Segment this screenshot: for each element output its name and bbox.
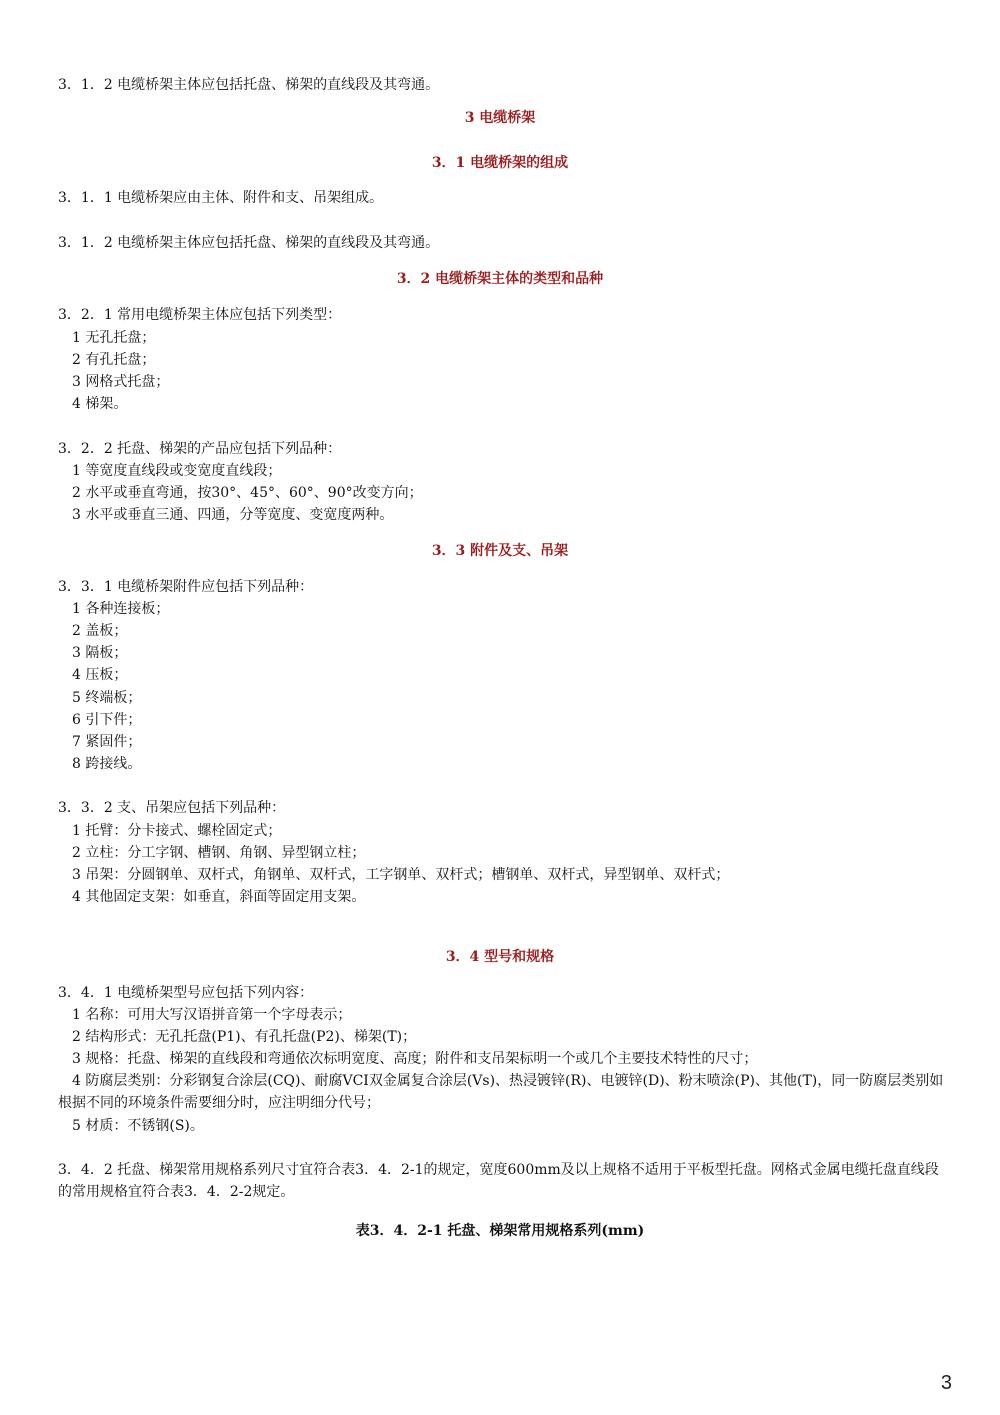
list-item: 1 无孔托盘； <box>72 330 156 346</box>
list-item: 1 名称：可用大写汉语拼音第一个字母表示； <box>72 1007 352 1023</box>
clause-3-4-1: 3．4．1 电缆桥架型号应包括下列内容： <box>58 985 314 1001</box>
list-item: 5 终端板； <box>72 690 142 706</box>
list-item: 6 引下件； <box>72 712 142 728</box>
section-title-3-4: 3．4 型号和规格 <box>445 949 555 965</box>
list-item: 7 紧固件； <box>72 734 142 750</box>
list-item: 3 规格：托盘、梯架的直线段和弯通依次标明宽度、高度；附件和支吊架标明一个或几个主要技术特性的尺寸； <box>72 1051 758 1067</box>
clause-3-1-2-repeat: 3．1．2 电缆桥架主体应包括托盘、梯架的直线段及其弯通。 <box>58 77 440 93</box>
list-item: 1 各种连接板； <box>72 601 170 617</box>
clause-3-3-1: 3．3．1 电缆桥架附件应包括下列品种： <box>58 579 314 595</box>
list-item: 1 托臂：分卡接式、螺栓固定式； <box>72 823 282 839</box>
clause-3-4-2: 3．4．2 托盘、梯架常用规格系列尺寸宜符合表3．4．2-1的规定，宽度600mm及以上规格不适用于平板型托盘。网格式金属电缆托盘直线段的常用规格宜符合表3．4．2-2规定。 <box>58 1162 939 1200</box>
clause-3-1-1: 3．1．1 电缆桥架应由主体、附件和支、吊架组成。 <box>58 190 384 206</box>
page-number: 3 <box>940 1372 952 1394</box>
clause-3-2-2: 3．2．2 托盘、梯架的产品应包括下列品种： <box>58 441 342 457</box>
list-item: 3 水平或垂直三通、四通，分等宽度、变宽度两种。 <box>72 507 394 523</box>
list-item: 3 网格式托盘； <box>72 374 170 390</box>
clause-3-3-2: 3．3．2 支、吊架应包括下列品种： <box>58 800 286 816</box>
table-caption: 表3．4．2-1 托盘、梯架常用规格系列(mm) <box>355 1223 645 1239</box>
list-item: 2 盖板； <box>72 623 128 639</box>
list-item: 2 结构形式：无孔托盘(P1)、有孔托盘(P2)、梯架(T)； <box>72 1029 417 1045</box>
list-item: 4 压板； <box>72 667 128 683</box>
clause-3-1-2: 3．1．2 电缆桥架主体应包括托盘、梯架的直线段及其弯通。 <box>58 235 440 251</box>
list-item: 3 隔板； <box>72 645 128 661</box>
list-item: 2 有孔托盘； <box>72 352 156 368</box>
list-item: 4 梯架。 <box>72 396 128 412</box>
section-title-3-3: 3．3 附件及支、吊架 <box>431 543 569 559</box>
list-item: 4 其他固定支架：如垂直，斜面等固定用支架。 <box>72 889 366 905</box>
chapter-title: 3 电缆桥架 <box>464 110 536 126</box>
list-item: 5 材质：不锈钢(S)。 <box>72 1118 204 1134</box>
list-item: 2 立柱：分工字钢、槽钢、角钢、异型钢立柱； <box>72 845 366 861</box>
clause-3-2-1: 3．2．1 常用电缆桥架主体应包括下列类型： <box>58 307 342 323</box>
list-item: 8 跨接线。 <box>72 756 142 772</box>
list-item: 3 吊架：分圆钢单、双杆式，角钢单、双杆式，工字钢单、双杆式；槽钢单、双杆式，异型钢单、双杆式； <box>72 867 730 883</box>
section-title-3-2: 3．2 电缆桥架主体的类型和品种 <box>396 271 604 287</box>
list-item: 2 水平或垂直弯通，按30°、45°、60°、90°改变方向； <box>72 485 423 501</box>
list-item: 1 等宽度直线段或变宽度直线段； <box>72 463 282 479</box>
section-title-3-1: 3．1 电缆桥架的组成 <box>431 155 569 171</box>
list-item-anticorrosion: 4 防腐层类别：分彩钢复合涂层(CQ)、耐腐VCI双金属复合涂层(Vs)、热浸镀锌(R)、电镀锌(D)、粉末喷涂(P)、其他(T)，同一防腐层类别如根据不同的环境条件需要细分时，应注明细分代号； <box>58 1073 944 1111</box>
